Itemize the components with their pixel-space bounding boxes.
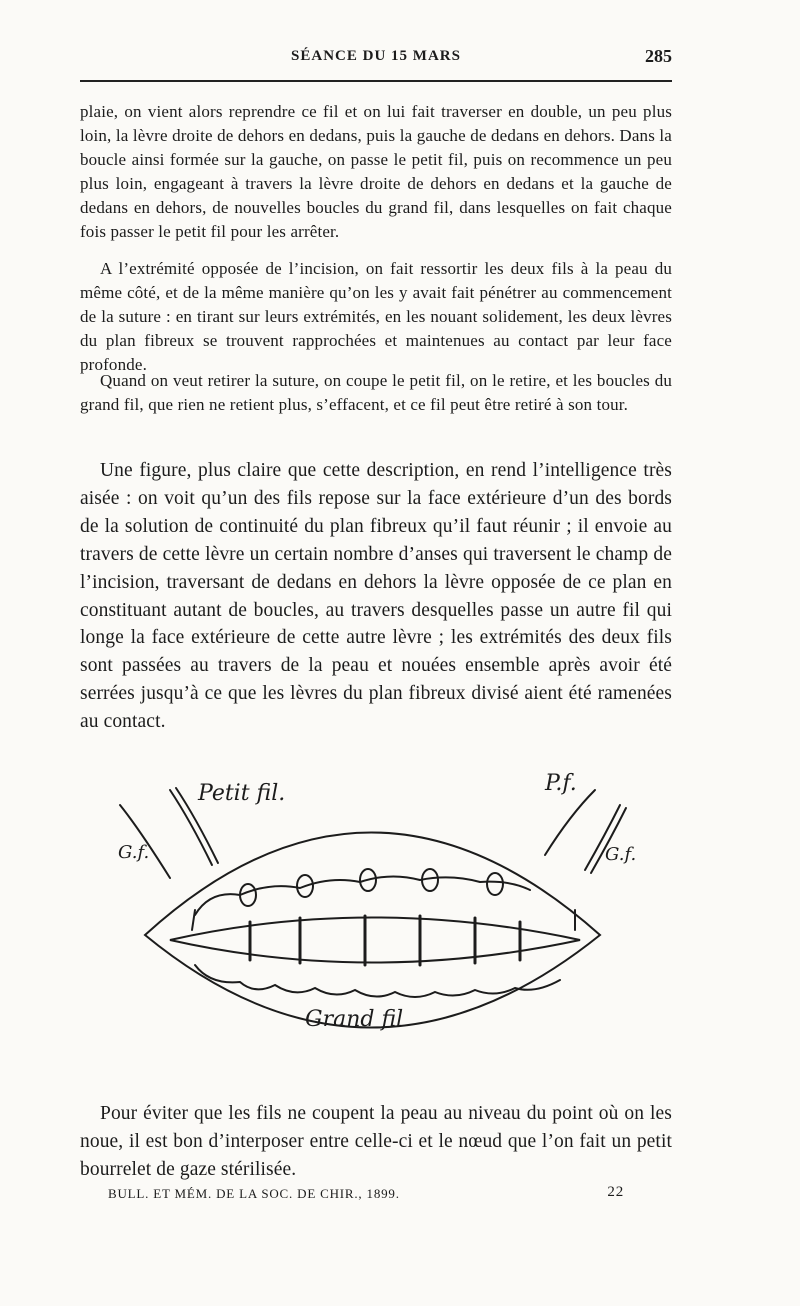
signature-mark: 22 (607, 1184, 624, 1200)
paragraph-3: Quand on veut retirer la suture, on coupe le petit fil, on le retire, et les boucles du grand fil, que rien ne retient plus, s’effacent, et ce fil peut être retiré à son tour. (80, 371, 672, 414)
paragraph-2: A l’extrémité opposée de l’incision, on fait ressortir les deux fils à la peau du même côté, et de la même manière qu’on les y avait fait pénétrer au commencement de la suture : en tirant sur leurs extrémités, en les nouant solidement, les deux lèvres du plan fibreux se trouvent rapprochées et maintenues au contact par leur face profonde. (80, 259, 672, 374)
suture-diagram (100, 760, 680, 1060)
running-header (80, 44, 672, 70)
running-title: SÉANCE DU 15 MARS (291, 48, 461, 64)
petit-fil-thread (195, 876, 530, 915)
grand-fil-thread (195, 965, 560, 997)
paragraph-4: Une figure, plus claire que cette description, en rend l’intelligence très aisée : on voit qu’un des fils repose sur la face extérieure d’un des bords de la solution de continuité du plan fibreux qu’il faut réunir ; il envoie au travers de cette lèvre un certain nombre d’anses qui traversent le champ de l’incision, traversant de dedans en dehors la lèvre opposée de ce plan en constituant autant de boucles, au travers desquelles passe un autre fil qui longe la face extérieure de cette autre lèvre ; les extrémités des deux fils sont passées au travers de la peau et nouées ensemble après avoir été serrées jusqu’à ce que les lèvres du plan fibreux divisé aient été ramenées au contact. (80, 460, 672, 733)
paragraph-1: plaie, on vient alors reprendre ce fil et on lui fait traverser en double, un peu plus loin, la lèvre droite de dehors en dedans, puis la gauche de dedans en dehors. Dans la boucle ainsi formée sur la gauche, on passe le petit fil, puis on recommence un peu plus loin, engageant à travers la lèvre droite de dehors en dedans et la gauche de dedans en dehors, de nouvelles boucles du grand fil, dans lesquelles on fait chaque fois passer le petit fil pour les arrêter. (80, 102, 672, 241)
label-gf-left: G.f. (118, 842, 150, 863)
pf-right-strand (545, 790, 595, 855)
label-gf-right: G.f. (605, 844, 637, 865)
label-petit-fil: Petit fil. (198, 781, 286, 806)
page-number: 285 (645, 46, 672, 66)
header-rule (80, 80, 672, 82)
label-pf-right: P.f. (545, 771, 577, 796)
suture-figure (100, 760, 680, 1060)
page-footer (80, 1184, 672, 1208)
paragraph-5: Pour éviter que les fils ne coupent la peau au niveau du point où on les noue, il est bon d’interposer entre celle-ci et le nœud que l’on fait un petit bourrelet de gaze stérilisée. (80, 1103, 672, 1180)
label-grand-fil: Grand fil (305, 1007, 404, 1032)
footer-citation: BULL. ET MÉM. DE LA SOC. DE CHIR., 1899. (108, 1186, 400, 1201)
